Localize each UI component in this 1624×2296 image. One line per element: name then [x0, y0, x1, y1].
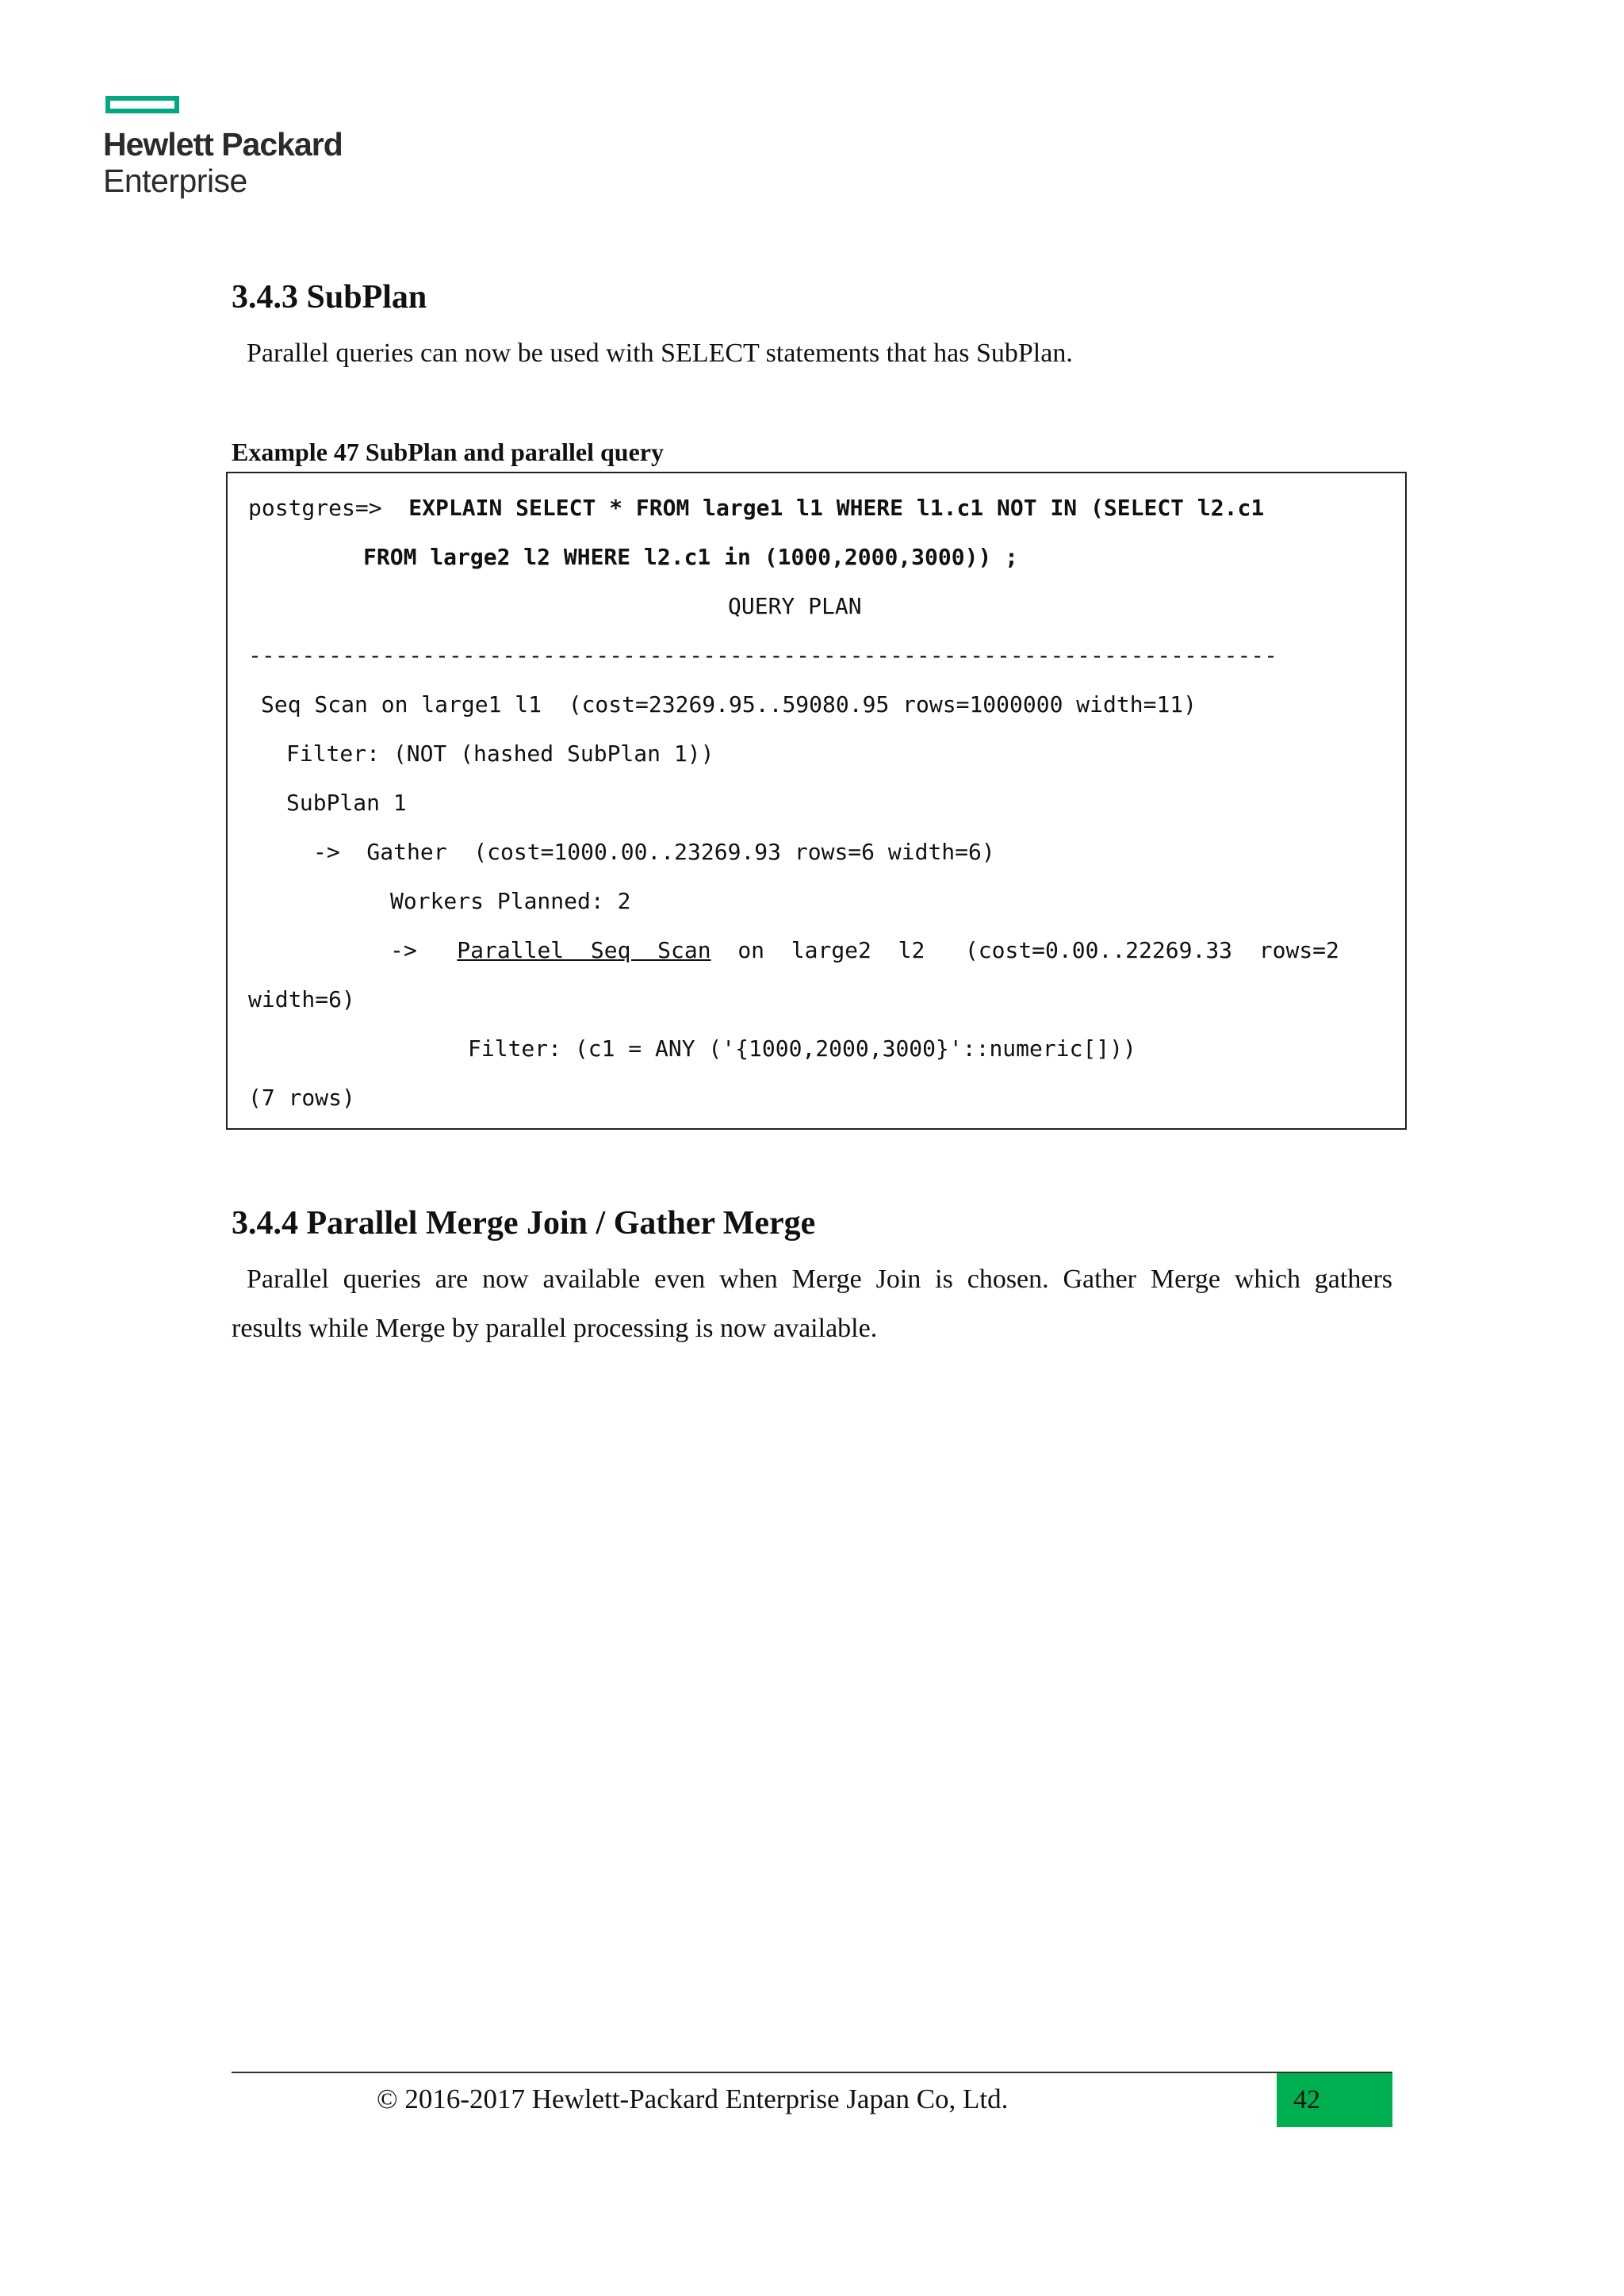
explain-command: EXPLAIN SELECT * FROM large1 l1 WHERE l1.c1 NOT IN (SELECT l2.c1 [408, 495, 1265, 521]
footer-copyright: © 2016-2017 Hewlett-Packard Enterprise Japan Co, Ltd. [377, 2084, 1009, 2114]
plan-line-filter: Filter: (NOT (hashed SubPlan 1)) [286, 740, 714, 767]
page-number: 42 [1293, 2085, 1320, 2114]
plan-line-workers: Workers Planned: 2 [390, 888, 631, 914]
parallel-seq-scan-keyword: Parallel Seq Scan [457, 937, 711, 963]
section-body-merge-line2: results while Merge by parallel processing is now available. [232, 1314, 878, 1343]
query-plan-separator: ----------------------------------------------------------------------------- [248, 642, 1278, 668]
plan-arrow: -> [390, 937, 417, 963]
row-count: (7 rows) [248, 1085, 355, 1111]
code-block [226, 472, 1407, 1130]
psql-prompt: postgres=> [248, 495, 396, 521]
example-caption: Example 47 SubPlan and parallel query [232, 438, 664, 466]
plan-line-parallel-scan [390, 939, 1339, 962]
code-command-line2: FROM large2 l2 WHERE l2.c1 in (1000,2000,3000)) ; [363, 544, 1019, 570]
plan-line-subplan: SubPlan 1 [286, 790, 407, 816]
company-logo [103, 94, 357, 205]
plan-line-wrap: width=6) [248, 986, 355, 1012]
plan-line-seq-scan: Seq Scan on large1 l1 (cost=23269.95..59080.95 rows=1000000 width=11) [261, 691, 1197, 718]
section-heading-merge: 3.4.4 Parallel Merge Join / Gather Merge [232, 1205, 816, 1242]
logo-text-line1: Hewlett Packard [103, 126, 343, 163]
parallel-scan-details: on large2 l2 (cost=0.00..22269.33 rows=2 [737, 937, 1339, 963]
footer-divider [232, 2072, 1392, 2073]
logo-text-line2: Enterprise [103, 163, 247, 199]
section-heading-subplan: 3.4.3 SubPlan [232, 279, 427, 316]
code-command-line1 [248, 497, 1264, 519]
plan-line-gather: -> Gather (cost=1000.00..23269.93 rows=6 width=6) [313, 839, 995, 865]
query-plan-header: QUERY PLAN [728, 593, 862, 619]
section-body-subplan: Parallel queries can now be used with SELECT statements that has SubPlan. [247, 339, 1073, 368]
logo-mark [105, 96, 179, 113]
plan-line-inner-filter: Filter: (c1 = ANY ('{1000,2000,3000}'::numeric[])) [468, 1035, 1136, 1062]
section-body-merge-line1: Parallel queries are now available even when Merge Join is chosen. Gather Merge which gathers [247, 1265, 1392, 1294]
